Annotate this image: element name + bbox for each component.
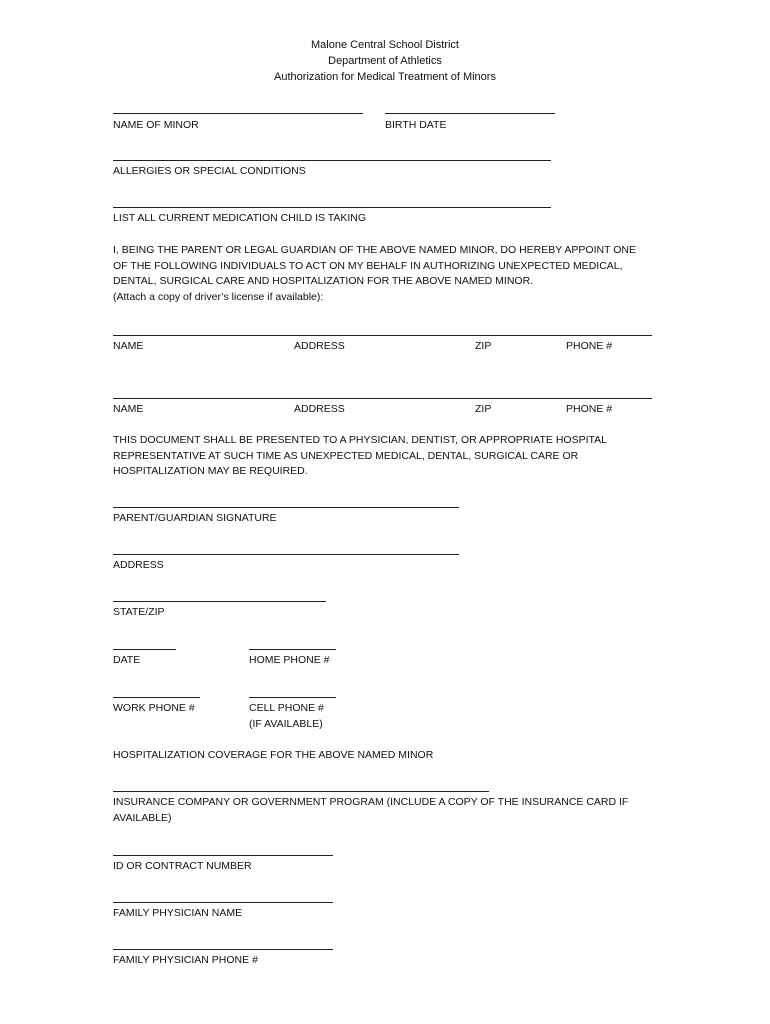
presented-line: HOSPITALIZATION MAY BE REQUIRED. xyxy=(113,465,308,477)
individual-2-name-label: NAME xyxy=(113,403,144,415)
presented-line: THIS DOCUMENT SHALL BE PRESENTED TO A PHYSICIAN, DENTIST, OR APPROPRIATE HOSPITAL xyxy=(113,434,608,446)
allergies-label: ALLERGIES OR SPECIAL CONDITIONS xyxy=(113,165,306,177)
date-label: DATE xyxy=(113,654,141,666)
id-number-line[interactable] xyxy=(113,855,333,856)
medication-line[interactable] xyxy=(113,207,551,208)
individual-1-name-label: NAME xyxy=(113,340,144,352)
physician-name-label: FAMILY PHYSICIAN NAME xyxy=(113,907,243,919)
state-zip-label: STATE/ZIP xyxy=(113,606,165,618)
state-zip-line[interactable] xyxy=(113,601,326,602)
individual-1-line[interactable] xyxy=(113,335,652,336)
appoint-paragraph xyxy=(113,243,653,305)
individual-2-address-label: ADDRESS xyxy=(294,403,345,415)
presented-paragraph xyxy=(113,433,653,480)
individual-2-zip-label: ZIP xyxy=(475,403,492,415)
physician-phone-line[interactable] xyxy=(113,949,333,950)
physician-phone-label: FAMILY PHYSICIAN PHONE # xyxy=(113,954,258,966)
cell-phone-line[interactable] xyxy=(249,697,336,698)
allergies-line[interactable] xyxy=(113,160,551,161)
home-phone-label: HOME PHONE # xyxy=(249,654,330,666)
cell-phone-if-available: (IF AVAILABLE) xyxy=(249,718,323,730)
individual-2-phone-label: PHONE # xyxy=(566,403,613,415)
name-of-minor-line[interactable] xyxy=(113,113,363,114)
appoint-line: (Attach a copy of driver’s license if available): xyxy=(113,290,324,303)
id-number-label: ID OR CONTRACT NUMBER xyxy=(113,860,252,872)
insurance-label-2: AVAILABLE) xyxy=(113,812,172,824)
name-of-minor-label: NAME OF MINOR xyxy=(113,119,199,131)
home-phone-line[interactable] xyxy=(249,649,336,650)
appoint-line: OF THE FOLLOWING INDIVIDUALS TO ACT ON MY BEHALF IN AUTHORIZING UNEXPECTED MEDICAL, xyxy=(113,259,623,272)
work-phone-label: WORK PHONE # xyxy=(113,702,195,714)
parent-signature-line[interactable] xyxy=(113,507,459,508)
individual-1-zip-label: ZIP xyxy=(475,340,492,352)
individual-1-address-label: ADDRESS xyxy=(294,340,345,352)
department-name: Department of Athletics xyxy=(328,55,442,67)
date-line[interactable] xyxy=(113,649,176,650)
appoint-line: I, BEING THE PARENT OR LEGAL GUARDIAN OF THE ABOVE NAMED MINOR, DO HEREBY APPOINT ONE xyxy=(113,244,636,256)
district-name: Malone Central School District xyxy=(311,39,459,51)
insurance-label-1: INSURANCE COMPANY OR GOVERNMENT PROGRAM (INCLUDE A COPY OF THE INSURANCE CARD IF xyxy=(113,796,629,808)
birth-date-line[interactable] xyxy=(385,113,555,114)
physician-name-line[interactable] xyxy=(113,902,333,903)
appoint-line: DENTAL, SURGICAL CARE AND HOSPITALIZATION FOR THE ABOVE NAMED MINOR. xyxy=(113,275,534,287)
parent-address-label: ADDRESS xyxy=(113,559,164,571)
insurance-line[interactable] xyxy=(113,791,489,792)
coverage-heading: HOSPITALIZATION COVERAGE FOR THE ABOVE NAMED MINOR xyxy=(113,749,434,761)
presented-line: REPRESENTATIVE AT SUCH TIME AS UNEXPECTED MEDICAL, DENTAL, SURGICAL CARE OR xyxy=(113,449,579,462)
parent-address-line[interactable] xyxy=(113,554,459,555)
form-title: Authorization for Medical Treatment of Minors xyxy=(274,71,496,83)
cell-phone-label: CELL PHONE # xyxy=(249,702,324,714)
work-phone-line[interactable] xyxy=(113,697,200,698)
medication-label: LIST ALL CURRENT MEDICATION CHILD IS TAKING xyxy=(113,212,367,224)
individual-2-line[interactable] xyxy=(113,398,652,399)
individual-1-phone-label: PHONE # xyxy=(566,340,613,352)
birth-date-label: BIRTH DATE xyxy=(385,119,447,131)
parent-signature-label: PARENT/GUARDIAN SIGNATURE xyxy=(113,512,277,524)
